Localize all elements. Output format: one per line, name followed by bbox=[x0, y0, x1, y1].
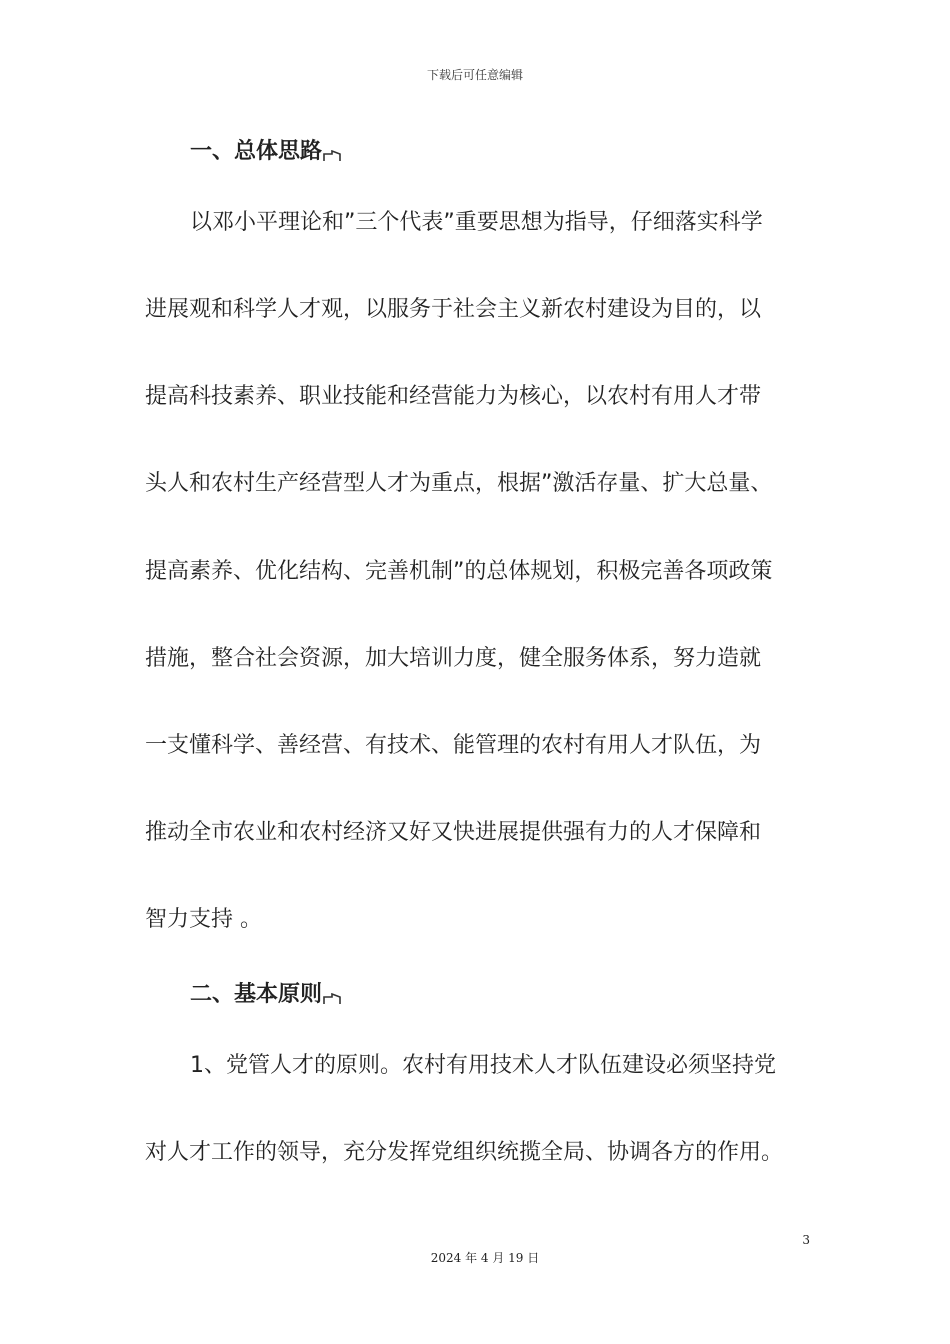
body-line: 1、党管人才的原则。农村有用技术人才队伍建设必须坚持党 bbox=[190, 1053, 776, 1078]
section-heading-2-text: 二、基本原则 bbox=[190, 982, 323, 1007]
body-line: 一支懂科学、善经营、有技术、能管理的农村有用人才队伍，为 bbox=[145, 733, 762, 758]
section-heading-1 bbox=[190, 137, 870, 167]
body-line: 对人才工作的领导，充分发挥党组织统揽全局、协调各方的作用。 bbox=[145, 1140, 784, 1165]
body-line: 以邓小平理论和”三个代表”重要思想为指导，仔细落实科学 bbox=[190, 210, 763, 235]
paragraph-mark-icon bbox=[323, 150, 341, 160]
page-number: 3 bbox=[802, 1233, 810, 1247]
section-heading-1-text: 一、总体思路 bbox=[190, 139, 323, 164]
body-line: 推动全市农业和农村经济又好又快进展提供强有力的人才保障和 bbox=[145, 820, 762, 845]
body-line: 头人和农村生产经营型人才为重点，根据”激活存量、扩大总量、 bbox=[145, 471, 773, 496]
paragraph-mark-icon bbox=[323, 993, 341, 1003]
body-line: 措施，整合社会资源，加大培训力度，健全服务体系，努力造就 bbox=[145, 646, 762, 671]
footer-date: 2024 年 4 月 19 日 bbox=[430, 1251, 540, 1265]
section-heading-2 bbox=[190, 980, 870, 1010]
body-line: 提高科技素养、职业技能和经营能力为核心，以农村有用人才带 bbox=[145, 384, 762, 409]
body-line: 进展观和科学人才观，以服务于社会主义新农村建设为目的，以 bbox=[145, 297, 762, 322]
page-header: 下载后可任意编辑 bbox=[426, 68, 523, 82]
body-line: 提高素养、优化结构、完善机制”的总体规划，积极完善各项政策 bbox=[145, 559, 773, 584]
body-line: 智力支持 。 bbox=[145, 907, 262, 932]
